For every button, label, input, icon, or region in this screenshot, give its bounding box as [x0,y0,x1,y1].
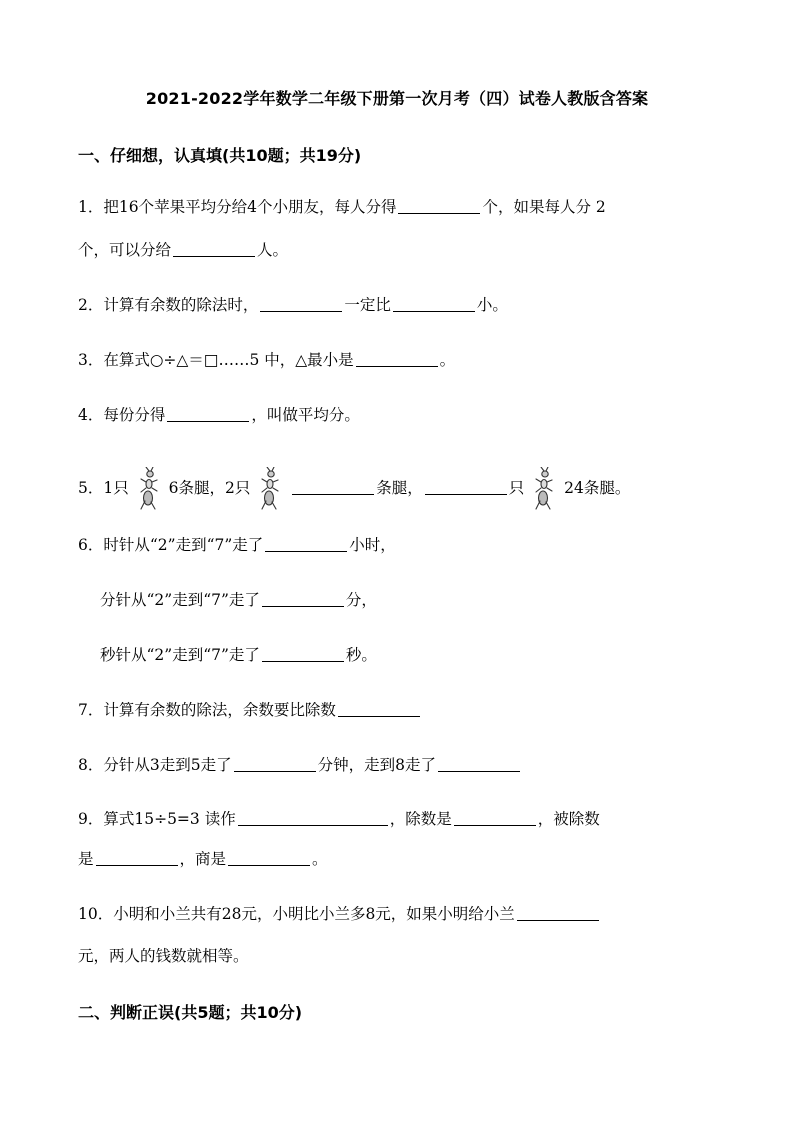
question-1-line-1: 1．把16个苹果平均分给4个小朋友，每人分得 个，如果每人分 2 [78,198,606,216]
section-1-heading: 一、仔细想，认真填(共10题；共19分) [78,146,362,165]
question-9-line-1: 9．算式15÷5=3 读作 ，除数是 ，被除数 [78,810,600,828]
question-2: 2．计算有余数的除法时， 一定比 小。 [78,296,508,314]
ant-icon [138,467,160,511]
answer-blank[interactable] [167,405,249,422]
question-5: 5．1只 6条腿，2只 条腿， 只 24条腿。 [78,467,630,511]
question-6-line-1: 6．时针从“2”走到“7”走了 小时， [78,536,396,554]
answer-blank[interactable] [393,295,475,312]
answer-blank[interactable] [454,809,536,826]
answer-blank[interactable] [173,240,255,257]
answer-blank[interactable] [262,645,344,662]
answer-blank[interactable] [238,809,388,826]
answer-blank[interactable] [425,478,507,495]
question-9-line-2: 是 ，商是 。 [78,850,328,868]
answer-blank[interactable] [260,295,342,312]
answer-blank[interactable] [265,535,347,552]
question-7: 7．计算有余数的除法，余数要比除数 [78,699,422,721]
answer-blank[interactable] [338,700,420,717]
answer-blank[interactable] [96,849,178,866]
answer-blank[interactable] [356,350,438,367]
answer-blank[interactable] [398,197,480,214]
ant-icon [259,467,281,511]
answer-blank[interactable] [517,904,599,921]
question-4: 4．每份分得 ，叫做平均分。 [78,406,360,424]
question-10-line-1: 10．小明和小兰共有28元，小明比小兰多8元，如果小明给小兰 [78,903,601,925]
question-6-line-3: 秒针从“2”走到“7”走了 秒。 [100,646,377,664]
question-3: 3．在算式○÷△＝□……5 中，△最小是 。 [78,351,456,369]
page-title: 2021-2022学年数学二年级下册第一次月考（四）试卷人教版含答案 [145,89,649,108]
question-1-line-2: 个，可以分给 人。 [78,241,289,259]
answer-blank[interactable] [262,590,344,607]
answer-blank[interactable] [292,478,374,495]
question-8: 8．分针从3走到5走了 分钟，走到8走了 [78,754,522,776]
answer-blank[interactable] [234,755,316,772]
question-6-line-2: 分针从“2”走到“7”走了 分， [100,591,377,609]
section-2-heading: 二、判断正误(共5题；共10分) [78,1003,303,1022]
question-10-line-2: 元，两人的钱数就相等。 [78,947,249,965]
ant-icon [533,467,555,511]
answer-blank[interactable] [438,755,520,772]
answer-blank[interactable] [228,849,310,866]
